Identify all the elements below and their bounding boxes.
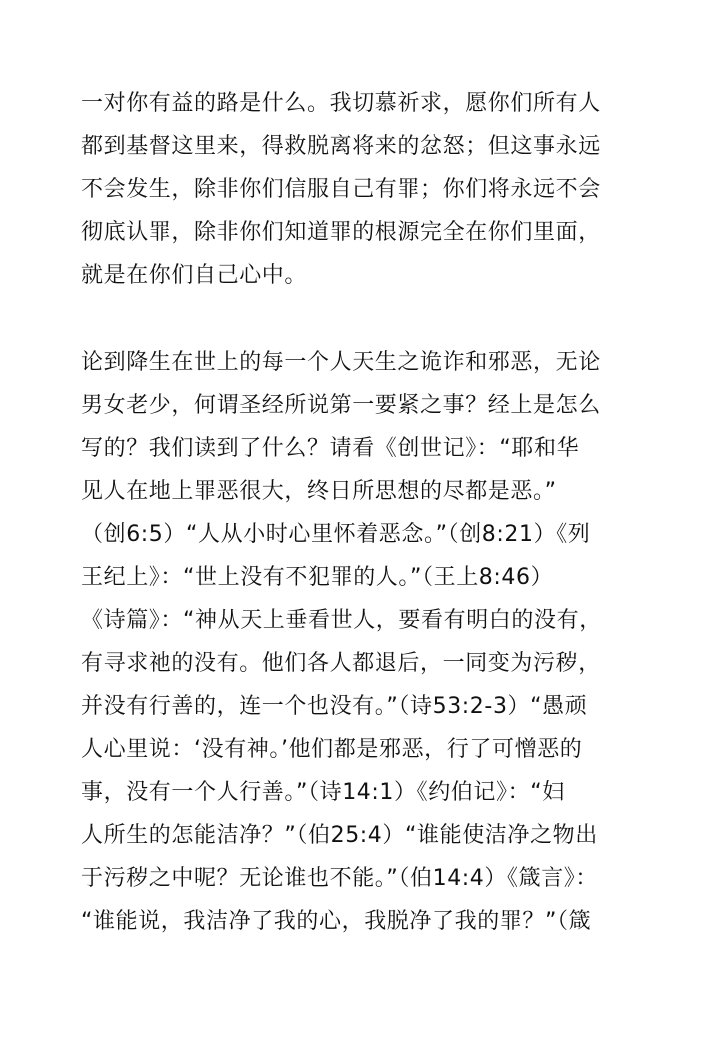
text-line: 事，没有一个人行善。”（诗14:1）《约伯记》：“妇: [81, 780, 565, 805]
text-line: 《诗篇》：“神从天上垂看世人，要看有明白的没有，: [81, 608, 602, 633]
text-line: 都到基督这里来，得救脱离将来的忿怒；但这事永远: [81, 134, 601, 159]
text-line: 论到降生在世上的每一个人天生之诡诈和邪恶，无论: [81, 350, 601, 375]
paragraph: [81, 348, 602, 936]
text-line: 一对你有益的路是什么。我切慕祈求，愿你们所有人: [81, 91, 601, 116]
text-line: 彻底认罪，除非你们知道罪的根源完全在你们里面，: [81, 220, 601, 245]
paragraph: [81, 89, 601, 290]
text-line: 有寻求祂的没有。他们各人都退后，一同变为污秽，: [81, 651, 601, 676]
text-line: 就是在你们自己心中。: [81, 263, 308, 288]
text-line: “谁能说，我洁净了我的心，我脱净了我的罪？”（箴: [81, 909, 592, 934]
text-line: 写的？我们读到了什么？请看《创世记》：“耶和华: [81, 436, 580, 461]
text-line: 男女老少，何谓圣经所说第一要紧之事？经上是怎么: [81, 393, 601, 418]
text-line: 人所生的怎能洁净？”（伯25:4）“谁能使洁净之物出: [81, 823, 598, 848]
text-line: 并没有行善的，连一个也没有。”（诗53:2-3）“愚顽: [81, 694, 588, 719]
text-line: 王纪上》：“世上没有不犯罪的人。”（王上8:46）: [81, 565, 554, 590]
text-line: 见人在地上罪恶很大，终日所思想的尽都是恶。”: [81, 479, 557, 504]
text-line: 人心里说：‘没有神。’他们都是邪恶，行了可憎恶的: [81, 737, 583, 762]
text-line: （创6:5）“人从小时心里怀着恶念。”（创8:21）《列: [81, 522, 591, 547]
text-line: 于污秽之中呢？无论谁也不能。”（伯14:4）《箴言》：: [81, 866, 599, 891]
text-line: 不会发生，除非你们信服自己有罪；你们将永远不会: [81, 177, 601, 202]
